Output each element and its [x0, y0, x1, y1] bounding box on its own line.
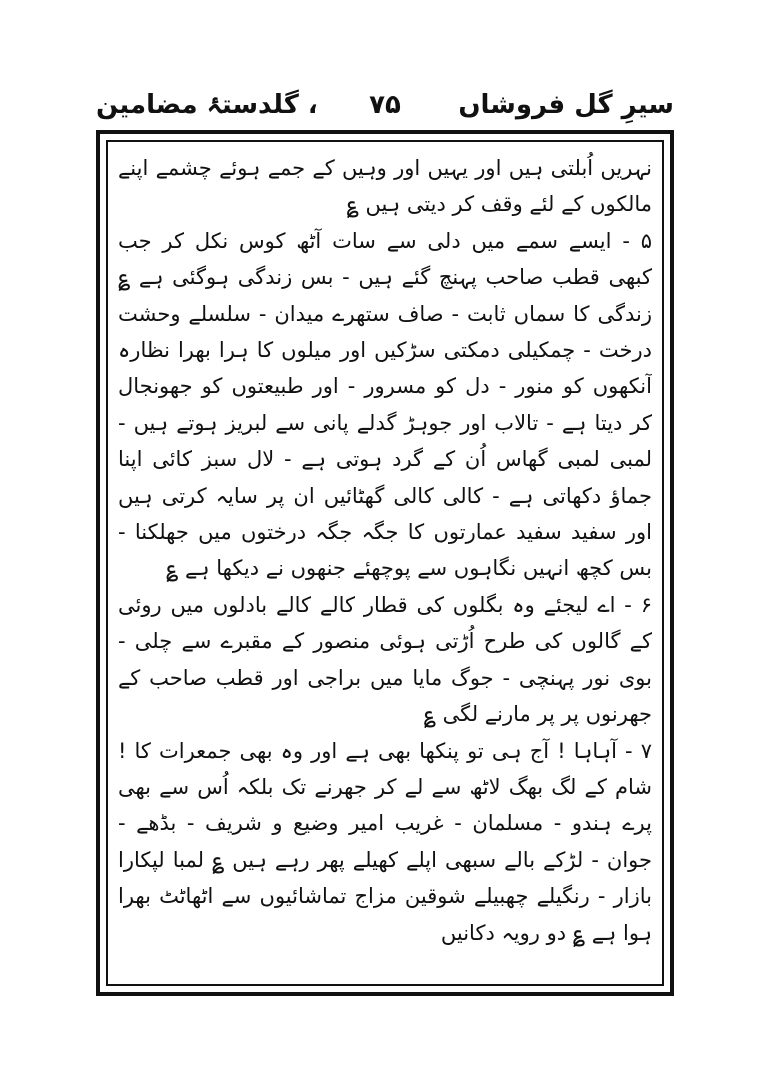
- header-title: سیرِ گل فروشاں: [458, 90, 674, 120]
- page-number: ۷۵: [369, 90, 401, 120]
- header-book-title: ، گلدستۂ مضامین: [96, 90, 318, 120]
- paragraph: ۷ - آہاہا ! آج ہی تو پنکھا بھی ہے اور وہ بھی جمعرات کا ! شام کے لگ بھگ لاٹھ سے لے کر جھرنے تک بلکہ اُس سے بھی پرے ہندو - مسلمان - غریب امیر وضیع و شریف - بڈھے - جوان - لڑکے بالے سبھی اپلے کھیلے پھر رہے ہیں ؏ لمبا لپکارا بازار - رنگیلے چھبیلے شوقین مزاج تماشائیوں سے اٹھاٹٹ بھرا ہوا ہے ؏ دو رویہ دکانیں: [118, 738, 652, 945]
- paragraph: نہریں اُبلتی ہیں اور یہیں اور وہیں کے جمے ہوئے چشمے اپنے مالکوں کے لئے وقف کر دیتی ہیں ؏: [118, 156, 652, 217]
- paragraph: ۵ - ایسے سمے میں دلی سے سات آٹھ کوس نکل کر جب کبھی قطب صاحب پہنچ گئے ہیں - بس زندگی ہوگئی ہے ؏ زندگی کا سماں ثابت - صاف ستھرے میدان - سلسلے وحشت درخت - چمکیلی دمکتی سڑکیں اور میلوں کا ہرا بھرا نظارہ آنکھوں کو منور - دل کو مسرور - اور طبیعتوں کو جھونجال کر دیتا ہے - تالاب اور جوہڑ گدلے پانی سے لبریز ہوتے ہیں - لمبی لمبی گھاس اُن کے گرد ہوتی ہے - لال سبز کائی اپنا جماؤ دکھاتی ہے - کالی کالی گھٹائیں ان پر سایہ کرتی ہیں اور سفید سفید عمارتوں کا جگہ جگہ درختوں میں جھلکنا - بس کچھ انہیں نگاہوں سے پوچھئے جنھوں نے دیکھا ہے ؏: [118, 228, 652, 581]
- paragraph: ۶ - اے لیجئے وہ بگلوں کی قطار کالے کالے بادلوں میں روئی کے گالوں کی طرح اُڑتی ہوئی منصور کے مقبرے سے چلی - بوی نور پہنچی - جوگ مایا میں براجی اور قطب صاحب کے جھرنوں پر پر مارنے لگی ؏: [118, 592, 652, 727]
- body-text: [118, 150, 652, 976]
- running-header: [96, 90, 674, 126]
